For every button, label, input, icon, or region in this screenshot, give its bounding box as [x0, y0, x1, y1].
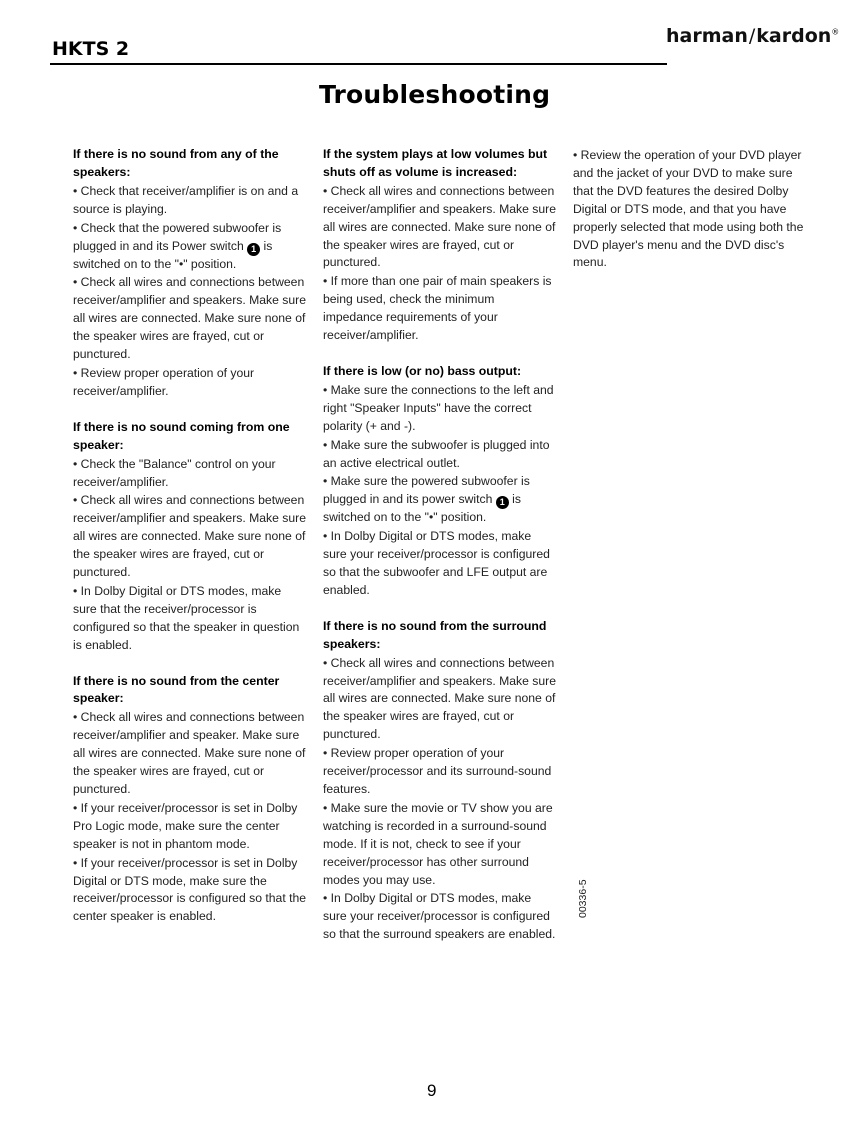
section-low-bass: [323, 363, 557, 600]
section-heading: If there is no sound coming from one speaker:: [73, 419, 290, 452]
item-text-post: is switched on to the "•" position.: [73, 238, 273, 271]
brand-logo: [666, 25, 839, 47]
list-item: • If more than one pair of main speakers is being used, check the minimum impedance requirements of your receiver/amplifier.: [323, 273, 557, 345]
item-text-pre: Check that the powered subwoofer is plugged in and its Power switch: [73, 220, 282, 253]
section-no-sound-center: [73, 673, 307, 927]
power-switch-marker-icon: 1: [247, 243, 260, 256]
list-item: • Check all wires and connections between receiver/amplifier and speakers. Make sure all wires are connected. Make sure none of the speaker wires are frayed, cut or punctured.: [73, 274, 307, 364]
list-item: • Review proper operation of your receiver/amplifier.: [73, 365, 307, 401]
model-name: HKTS 2: [52, 38, 130, 60]
list-item: • In Dolby Digital or DTS modes, make sure that the receiver/processor is configured so that the speaker in question is enabled.: [73, 583, 307, 655]
list-item: • Check all wires and connections between receiver/amplifier and speakers. Make sure all wires are connected. Make sure none of the speaker wires are frayed, cut or punctured.: [323, 655, 557, 745]
column-2: [323, 146, 557, 962]
section-low-volume: [323, 146, 557, 345]
section-heading: If there is no sound from the surround speakers:: [323, 618, 547, 651]
registered-mark: ®: [831, 27, 840, 37]
section-heading: If the system plays at low volumes but shuts off as volume is increased:: [323, 147, 548, 179]
section-no-sound-any: [73, 146, 307, 401]
list-item: • In Dolby Digital or DTS modes, make sure your receiver/processor is configured so that the surround speakers are enabled.: [323, 890, 557, 944]
brand-left: harman: [666, 25, 748, 47]
column-3: [573, 146, 807, 290]
item-text-post: is switched on to the "•" position.: [323, 492, 521, 525]
item-text-pre: Make sure the powered subwoofer is plugged in and its power switch: [323, 474, 530, 507]
list-item: • Make sure the connections to the left and right "Speaker Inputs" have the correct polarity (+ and -).: [323, 382, 557, 436]
brand-right: kardon: [756, 25, 832, 47]
list-item: • Review the operation of your DVD player and the jacket of your DVD to make sure that the DVD features the desired Dolby Digital or DTS mode, and that you have properly selected that mode using both the DVD player's menu and the DVD disc's menu.: [573, 147, 807, 272]
document-number: 00336-5: [577, 879, 589, 918]
section-no-sound-surround: [323, 618, 557, 944]
list-item: • If your receiver/processor is set in Dolby Pro Logic mode, make sure the center speaker is not in phantom mode.: [73, 800, 307, 854]
list-item: • If your receiver/processor is set in Dolby Digital or DTS mode, make sure the receiver/processor is configured so that the center speaker is enabled.: [73, 855, 307, 927]
page-number: 9: [427, 1081, 437, 1100]
header-rule: [50, 63, 667, 65]
section-heading: If there is no sound from any of the speakers:: [73, 147, 279, 179]
list-item: • Check all wires and connections between receiver/amplifier and speakers. Make sure all wires are connected. Make sure none of the speaker wires are frayed, cut or punctured.: [323, 183, 557, 273]
list-item: [323, 473, 557, 527]
section-no-sound-one: [73, 419, 307, 655]
list-item: • Review proper operation of your receiver/processor and its surround-sound features.: [323, 745, 557, 799]
list-item: • Check all wires and connections between receiver/amplifier and speakers. Make sure all wires are connected. Make sure none of the speaker wires are frayed, cut or punctured.: [73, 492, 307, 582]
list-item: • Make sure the movie or TV show you are watching is recorded in a surround-sound mode. If it is not, check to see if your receiver/processor has other surround modes you may use.: [323, 800, 557, 890]
list-item: • Check that receiver/amplifier is on and a source is playing.: [73, 183, 307, 219]
column-1: [73, 146, 307, 944]
list-item: • Make sure the subwoofer is plugged into an active electrical outlet.: [323, 437, 557, 473]
section-heading: If there is no sound from the center speaker:: [73, 673, 280, 706]
power-switch-marker-icon: 1: [496, 496, 509, 509]
list-item: • In Dolby Digital or DTS modes, make sure your receiver/processor is configured so that the subwoofer and LFE output are enabled.: [323, 528, 557, 600]
section-heading: If there is low (or no) bass output:: [323, 363, 522, 378]
list-item: • Check all wires and connections between receiver/amplifier and speaker. Make sure all wires are connected. Make sure none of the speaker wires are frayed, cut or punctured.: [73, 709, 307, 799]
page-title: Troubleshooting: [319, 80, 551, 109]
list-item: [73, 220, 307, 274]
section-dvd: [573, 147, 807, 272]
list-item: • Check the "Balance" control on your receiver/amplifier.: [73, 456, 307, 492]
brand-slash: /: [748, 25, 756, 47]
